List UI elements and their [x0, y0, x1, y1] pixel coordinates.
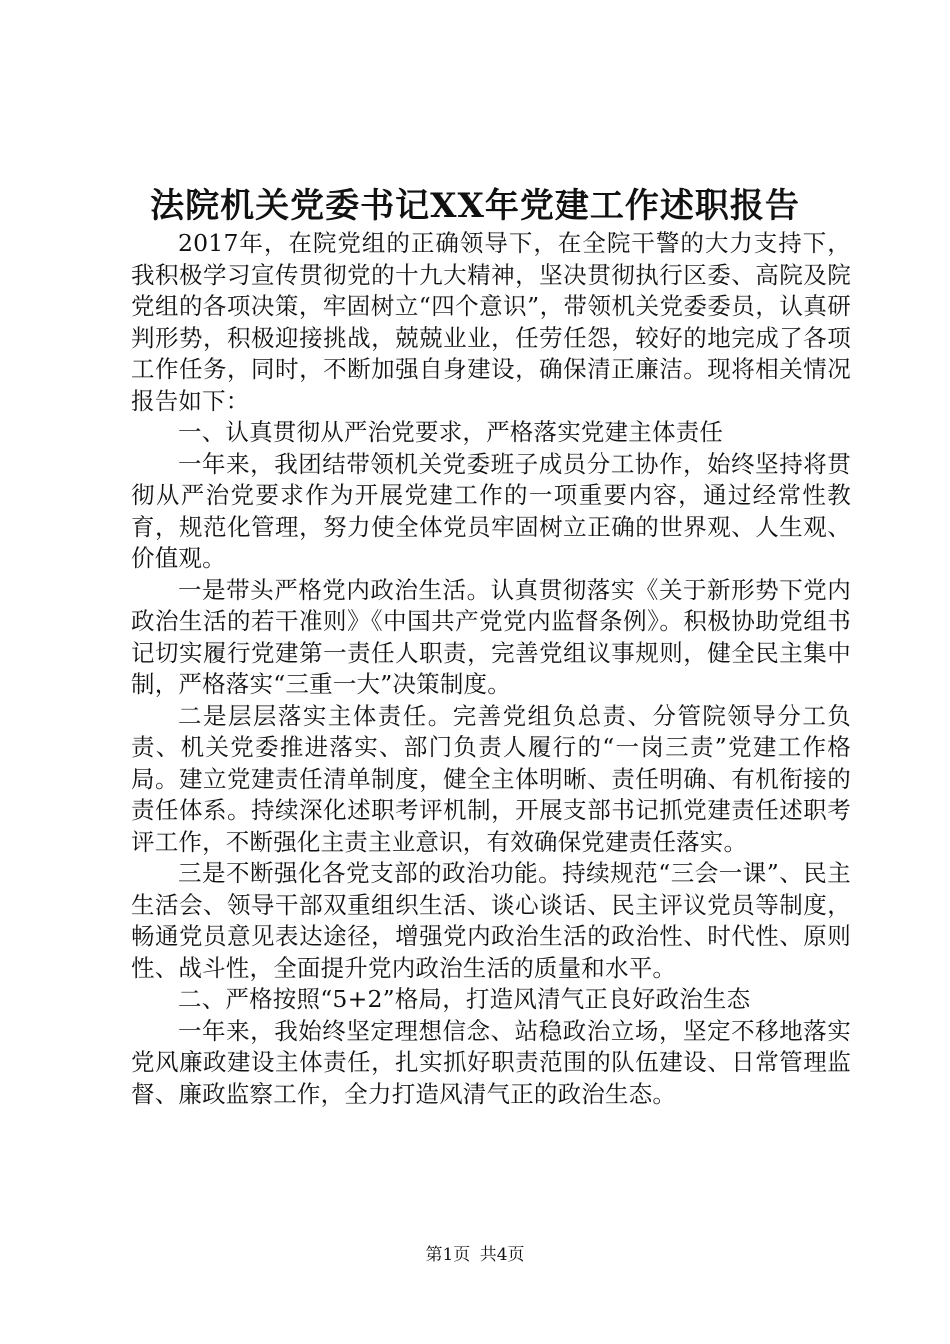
- page-number: 第1页: [425, 1245, 471, 1265]
- section-heading-1: 一、认真贯彻从严治党要求，严格落实党建主体责任: [178, 418, 724, 446]
- document-body: [131, 228, 851, 1110]
- document-title: 法院机关党委书记XX年党建工作述职报告: [150, 186, 800, 226]
- body-paragraph: 二是层层落实主体责任。完善党组负总责、分管院领导分工负责、机关党委推进落实、部门负责人履行的“一岗三责”党建工作格局。建立党建责任清单制度，健全主体明晰、责任明确、有机衔接的责任体系。持续深化述职考评机制，开展支部书记抓党建责任述职考评工作，不断强化主责主业意识，有效确保党建责任落实。: [131, 701, 851, 856]
- body-paragraph: 三是不断强化各党支部的政治功能。持续规范“三会一课”、民主生活会、领导干部双重组织生活、谈心谈话、民主评议党员等制度，畅通党员意见表达途径，增强党内政治生活的政治性、时代性、原则性、战斗性，全面提升党内政治生活的质量和水平。: [131, 859, 851, 982]
- page-footer: [0, 1243, 950, 1267]
- intro-paragraph: 2017年，在院党组的正确领导下，在全院干警的大力支持下，我积极学习宣传贯彻党的十九大精神，坚决贯彻执行区委、高院及院党组的各项决策，牢固树立“四个意识”，带领机关党委委员，认真研判形势，积极迎接挑战，兢兢业业，任劳任怨，较好的地完成了各项工作任务，同时，不断加强自身建设，确保清正廉洁。现将相关情况报告如下：: [131, 229, 851, 415]
- page-total: 共4页: [479, 1245, 525, 1265]
- body-paragraph: 一年来，我始终坚定理想信念、站稳政治立场，坚定不移地落实党风廉政建设主体责任，扎实抓好职责范围的队伍建设、日常管理监督、廉政监察工作，全力打造风清气正的政治生态。: [131, 1016, 851, 1108]
- body-paragraph: 一是带头严格党内政治生活。认真贯彻落实《关于新形势下党内政治生活的若干准则》《中国共产党党内监督条例》。积极协助党组书记切实履行党建第一责任人职责，完善党组议事规则，健全民主集中制，严格落实“三重一大”决策制度。: [131, 575, 851, 698]
- body-paragraph: 一年来，我团结带领机关党委班子成员分工协作，始终坚持将贯彻从严治党要求作为开展党建工作的一项重要内容，通过经常性教育，规范化管理，努力使全体党员牢固树立正确的世界观、人生观、价值观。: [131, 449, 851, 572]
- section-heading-2: 二、严格按照“5+2”格局，打造风清气正良好政治生态: [178, 985, 751, 1013]
